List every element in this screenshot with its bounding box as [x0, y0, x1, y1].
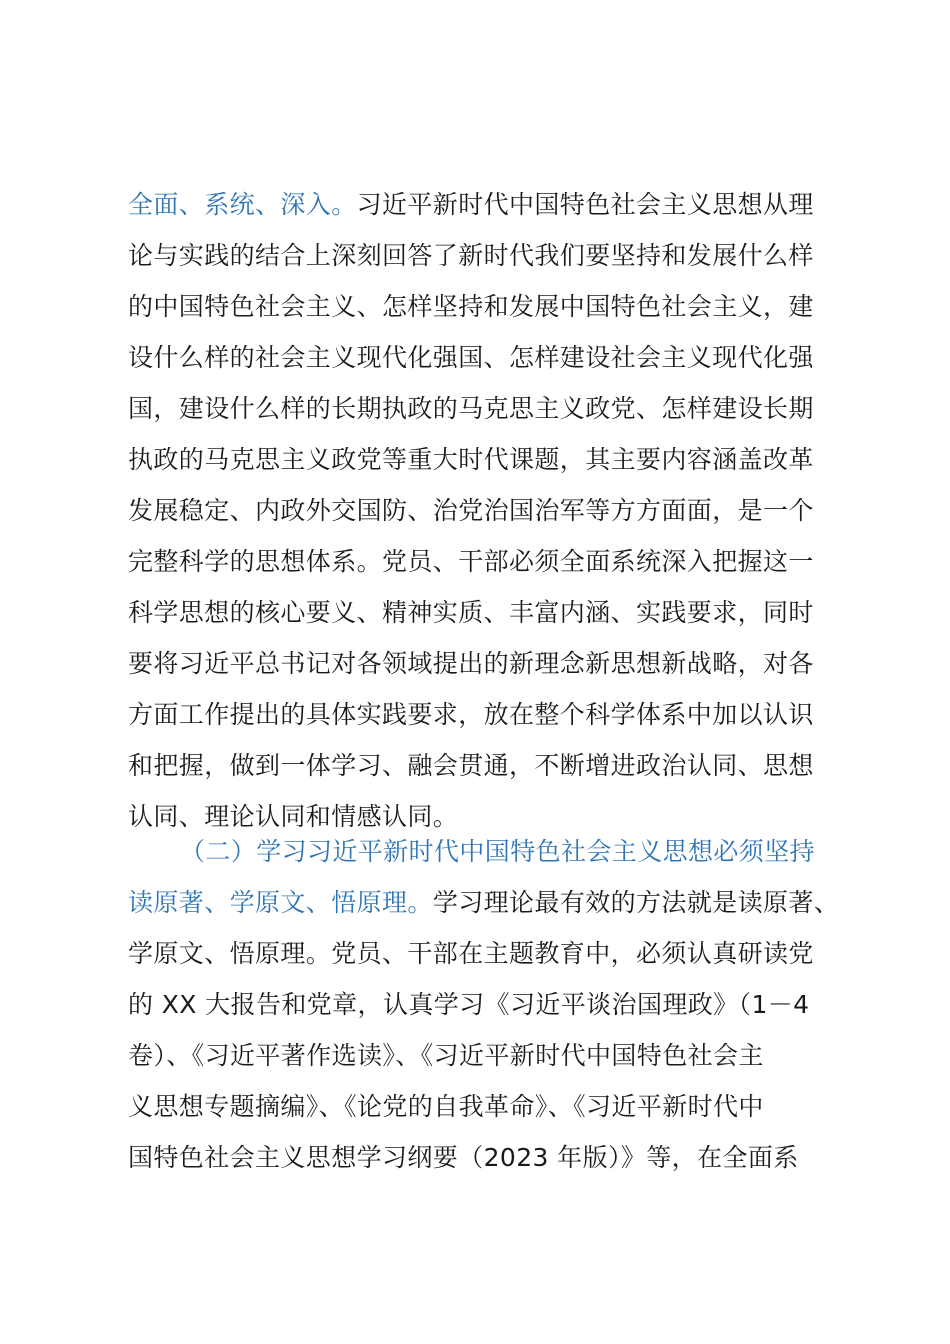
paragraph-2 [128, 826, 848, 1183]
text-line: 认同、理论认同和情感认同。 [128, 802, 459, 831]
text-line: 论与实践的结合上深刻回答了新时代我们要坚持和发展什么样 [128, 241, 814, 270]
text-line: 卷）、《习近平著作选读》、《习近平新时代中国特色社会主 [128, 1041, 764, 1070]
text-line: 学原文、悟原理。党员、干部在主题教育中，必须认真研读党 [128, 939, 814, 968]
text-line: 和把握，做到一体学习、融会贯通，不断增进政治认同、思想 [128, 751, 814, 780]
text-line [128, 877, 848, 928]
line-text: 习近平新时代中国特色社会主义思想从理 [356, 190, 814, 219]
text-line: 方面工作提出的具体实践要求，放在整个科学体系中加以认识 [128, 700, 814, 729]
text-line [128, 826, 848, 877]
text-line: 的中国特色社会主义、怎样坚持和发展中国特色社会主义，建 [128, 292, 814, 321]
text-line: 发展稳定、内政外交国防、治党治国治军等方方面面，是一个 [128, 496, 814, 525]
text-line: 国，建设什么样的长期执政的马克思主义政党、怎样建设长期 [128, 394, 814, 423]
section-heading-tail: 全面、系统、深入。 [128, 190, 357, 219]
text-line: 的 XX 大报告和党章，认真学习《习近平谈治国理政》（1－4 [128, 990, 810, 1019]
text-line: 义思想专题摘编》、《论党的自我革命》、《习近平新时代中 [128, 1092, 764, 1121]
text-line: 设什么样的社会主义现代化强国、怎样建设社会主义现代化强 [128, 343, 814, 372]
text-line: 执政的马克思主义政党等重大时代课题，其主要内容涵盖改革 [128, 445, 814, 474]
section-heading: （二）学习习近平新时代中国特色社会主义思想必须坚持 [180, 837, 816, 866]
paragraph-1 [128, 179, 848, 842]
text-line: 国特色社会主义思想学习纲要（2023 年版）》等，在全面系 [128, 1143, 799, 1172]
text-line [128, 179, 848, 230]
line-text: 学习理论最有效的方法就是读原著、 [432, 888, 840, 917]
text-line: 科学思想的核心要义、精神实质、丰富内涵、实践要求，同时 [128, 598, 814, 627]
section-heading-tail: 读原著、学原文、悟原理。 [128, 888, 433, 917]
text-line: 完整科学的思想体系。党员、干部必须全面系统深入把握这一 [128, 547, 814, 576]
text-line: 要将习近平总书记对各领域提出的新理念新思想新战略，对各 [128, 649, 814, 678]
